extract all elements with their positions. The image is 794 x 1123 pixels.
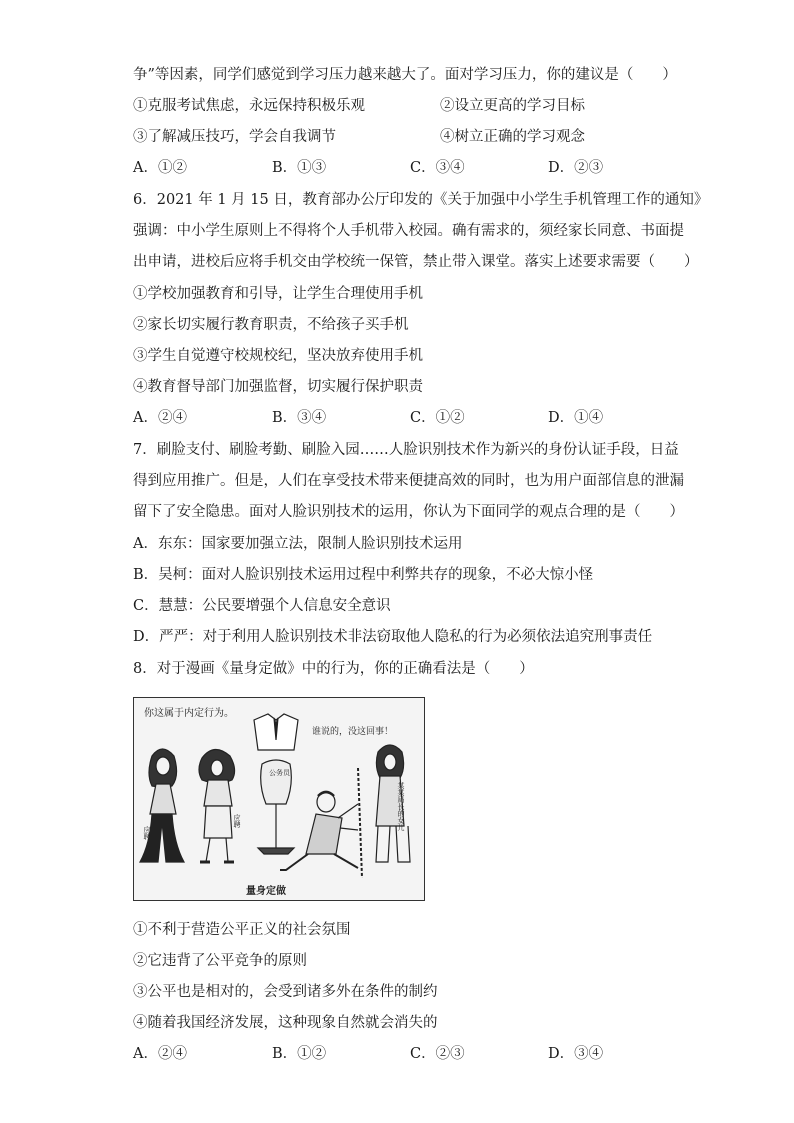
q5-option-a: A．①② (133, 160, 187, 176)
q6-item-1: ①学校加强教育和引导，让学生合理使用手机 (133, 286, 423, 302)
woman-middle-figure (199, 749, 235, 862)
q7-stem-line-1: 7．刷脸支付、刷脸考勤、刷脸入园……人脸识别技术作为新兴的身份认证手段，日益 (133, 442, 679, 458)
q6-stem-line-2: 强调：中小学生原则上不得将个人手机带入校园。确有需求的，须经家长同意、书面提 (133, 223, 684, 239)
q6-stem-line-3: 出申请，进校后应将手机交由学校统一保管，禁止带入课堂。落实上述要求需要（ ） (133, 254, 699, 270)
q8-option-b: B．①② (272, 1046, 327, 1062)
speech-right: 谁说的，没这回事！ (312, 727, 394, 737)
q5-item-4: ④树立正确的学习观念 (440, 129, 585, 145)
q5-option-b: B．①③ (272, 160, 327, 176)
q5-stem: 争”等因素，同学们感觉到学习压力越来越大了。面对学习压力，你的建议是（ ） (133, 67, 677, 83)
q6-item-2: ②家长切实履行教育职责，不给孩子买手机 (133, 317, 409, 333)
q6-stem-line-1: 6．2021 年 1 月 15 日，教育部办公厅印发的《关于加强中小学生手机管理工作的通知》 (133, 192, 709, 208)
q8-option-d: D．③④ (548, 1046, 604, 1062)
q5-item-3: ③了解减压技巧，学会自我调节 (133, 129, 336, 145)
speech-left: 你这属于内定行为。 (144, 708, 234, 719)
q6-item-4: ④教育督导部门加强监督，切实履行保护职责 (133, 379, 423, 395)
q8-item-2: ②它违背了公平竞争的原则 (133, 953, 307, 969)
q7-option-d: D．严严：对于利用人脸识别技术非法窃取他人隐私的行为必须依法追究刑事责任 (133, 629, 653, 645)
q7-option-a: A．东东：国家要加强立法，限制人脸识别技术运用 (133, 536, 463, 552)
label-mannequin: 公务员 (269, 769, 290, 777)
q6-item-3: ③学生自觉遵守校规校纪，坚决放弃使用手机 (133, 348, 423, 364)
q8-item-3: ③公平也是相对的，会受到诸多外在条件的制约 (133, 984, 438, 1000)
cartoon-tailor-made (133, 697, 425, 901)
q7-option-b: B．吴柯：面对人脸识别技术运用过程中利弊共存的现象，不必大惊小怪 (133, 567, 594, 583)
q7-stem-line-3: 留下了安全隐患。面对人脸识别技术的运用，你认为下面同学的观点合理的是（ ） (133, 504, 684, 520)
q7-option-c: C．慧慧：公民要增强个人信息安全意识 (133, 598, 391, 614)
label-directors-daughter: 某某局长的女儿 (397, 782, 405, 831)
q8-item-1: ①不利于营造公平正义的社会氛围 (133, 922, 351, 938)
q8-item-4: ④随着我国经济发展，这种现象自然就会消失的 (133, 1015, 438, 1031)
q5-option-d: D．②③ (548, 160, 604, 176)
woman-left-figure (140, 749, 184, 862)
label-applicant-left: 应聘 (143, 826, 151, 840)
q6-option-c: C．①② (410, 410, 465, 426)
q6-option-d: D．①④ (548, 410, 604, 426)
cartoon-caption: 量身定做 (246, 886, 286, 897)
q5-item-1: ①克服考试焦虑，永远保持积极乐观 (133, 98, 365, 114)
q6-option-b: B．③④ (272, 410, 327, 426)
tailor-figure (280, 768, 362, 878)
q8-option-c: C．②③ (410, 1046, 465, 1062)
q8-option-a: A．②④ (133, 1046, 187, 1062)
label-applicant-middle: 应聘 (233, 814, 241, 828)
q5-item-2: ②设立更高的学习目标 (440, 98, 585, 114)
q7-stem-line-2: 得到应用推广。但是，人们在享受技术带来便捷高效的同时，也为用户面部信息的泄漏 (133, 473, 684, 489)
mannequin-figure (254, 714, 298, 854)
q5-option-c: C．③④ (410, 160, 465, 176)
q8-stem: 8．对于漫画《量身定做》中的行为，你的正确看法是（ ） (133, 661, 534, 677)
q6-option-a: A．②④ (133, 410, 187, 426)
